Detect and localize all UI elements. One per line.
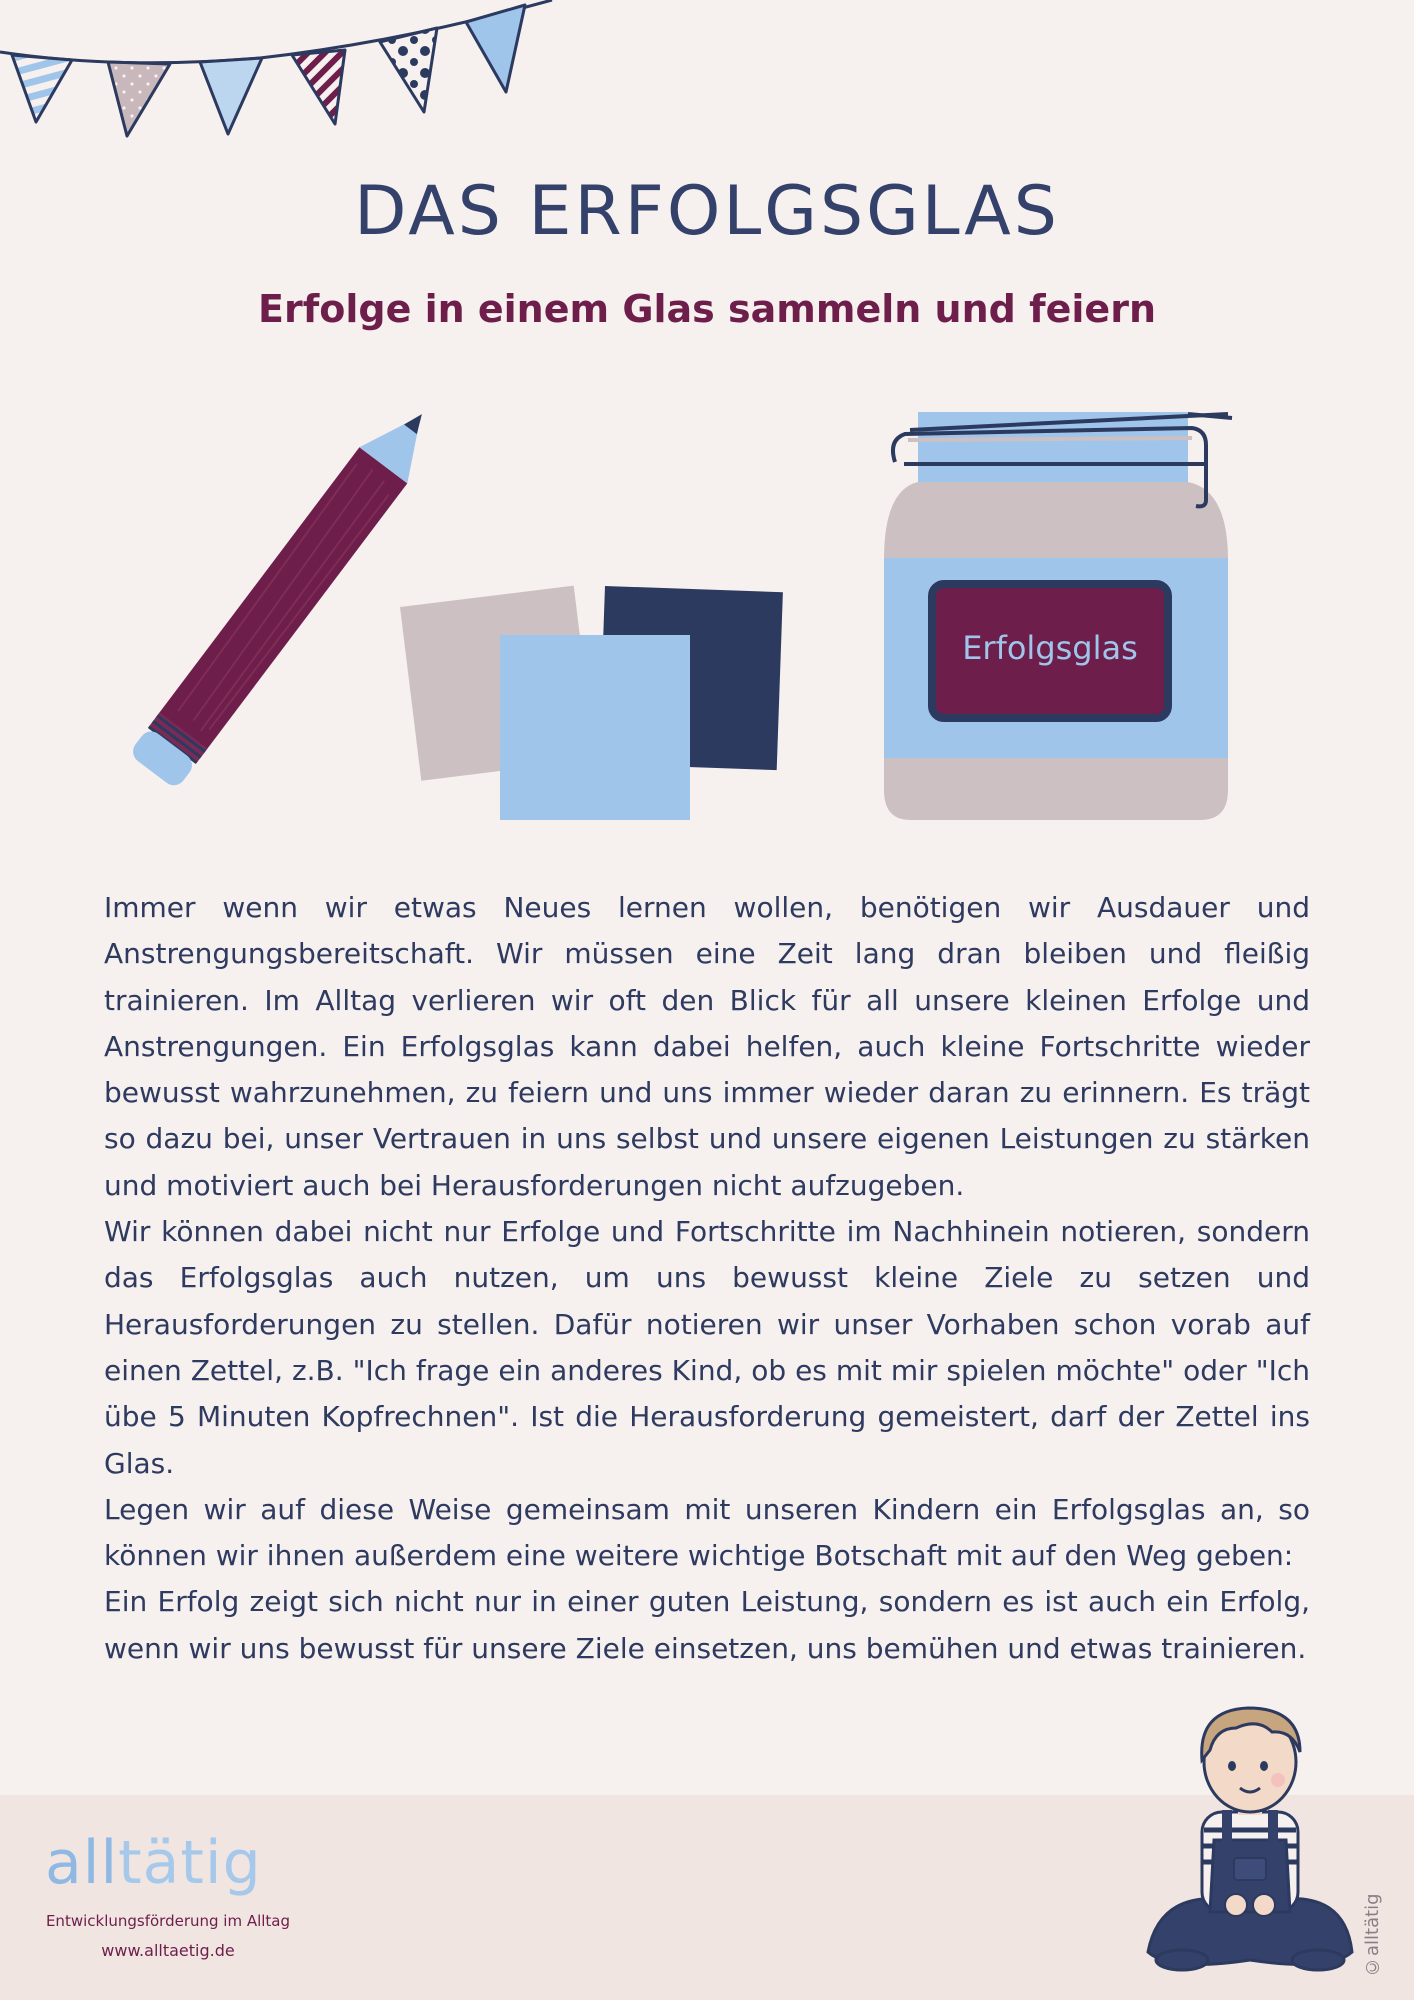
jar-label: Erfolgsglas	[962, 629, 1138, 667]
logo-part-2: tätig	[118, 1828, 262, 1898]
jar-icon	[884, 412, 1232, 820]
paragraph-4: Ein Erfolg zeigt sich nicht nur in einer guten Leistung, sondern es ist auch ein Erfolg, wenn wir uns bewusst für unsere Ziele einsetzen, uns bemühen und etwas trainieren.	[104, 1585, 1310, 1665]
pennant-3	[200, 58, 262, 134]
pennant-5	[380, 28, 437, 112]
page-subtitle: Erfolge in einem Glas sammeln und feiern	[258, 287, 1156, 331]
copyright-notice: ©alltätig	[1362, 1893, 1383, 1977]
paragraph-3: Legen wir auf diese Weise gemeinsam mit unseren Kindern ein Erfolgsglas an, so können wir ihnen außerdem eine weitere wichtige Botschaft mit auf den Weg geben:	[104, 1492, 1310, 1573]
pennant-1	[12, 55, 72, 122]
child-illustration	[1140, 1690, 1360, 1990]
illustration	[0, 400, 1414, 840]
note-lightblue	[500, 635, 690, 820]
logo-part-1: all	[45, 1828, 119, 1898]
paragraph-1: Immer wenn wir etwas Neues lernen wollen, benötigen wir Ausdauer und Anstrengungsbereitschaft. Wir müssen eine Zeit lang dran bleiben und fleißig trainieren. Im Alltag verlieren wir oft den Blick für all unsere kleinen Erfolge und Anstrengungen. Ein Erfolgsglas kann dabei helfen, auch kleine Fortschritte wieder bewusst wahrzunehmen, zu feiern und uns immer wieder daran zu erinnern. Es trägt so dazu bei, unser Vertrauen in uns selbst und unsere eigenen Leistungen zu stärken und motiviert auch bei Herausforderungen nicht aufzugeben.	[104, 891, 1310, 1202]
pencil-icon	[128, 400, 446, 790]
pennant-2	[108, 62, 170, 136]
page-title: DAS ERFOLGSGLAS	[354, 172, 1060, 251]
logo-tagline: Entwicklungsförderung im Alltag	[45, 1912, 291, 1930]
brand-logo	[45, 1828, 262, 1898]
website-url: www.alltaetig.de	[101, 1941, 235, 1960]
pennant-4	[292, 50, 345, 124]
paragraph-2: Wir können dabei nicht nur Erfolge und Fortschritte im Nachhinein notieren, sondern das Erfolgsglas auch nutzen, um uns bewusst kleine Ziele zu setzen und Herausforderungen zu stellen. Dafür notieren wir unser Vorhaben schon vorab auf einen Zettel, z.B. "Ich frage ein anderes Kind, ob es mit mir spielen möchte" oder "Ich übe 5 Minuten Kopfrechnen". Ist die Herausforderung gemeistert, darf der Zettel ins Glas.	[104, 1215, 1310, 1480]
body-text	[104, 885, 1310, 1672]
pennant-6	[466, 5, 525, 92]
bunting-decoration	[0, 0, 560, 150]
